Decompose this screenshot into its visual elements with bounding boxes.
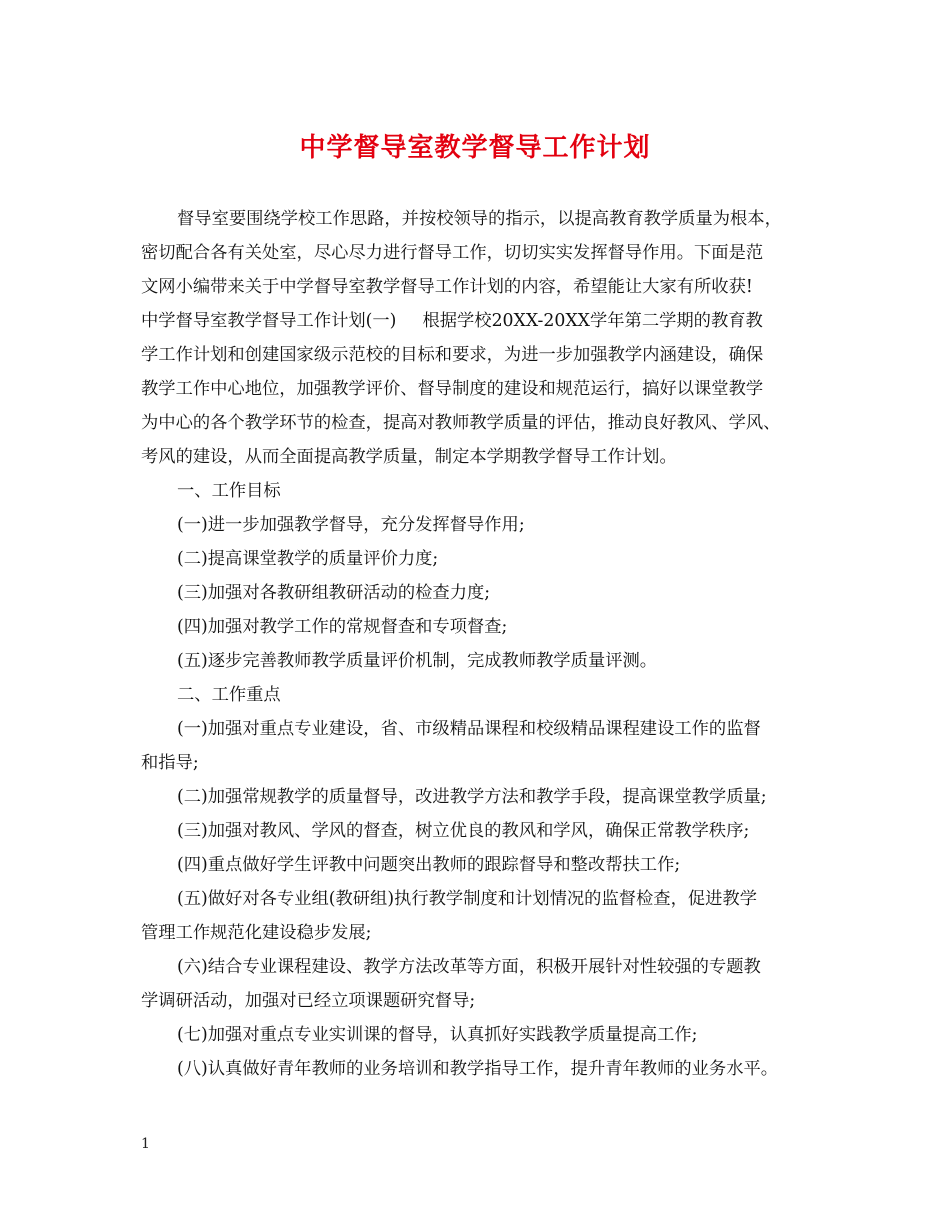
- list-item: (三)加强对各教研组教研活动的检查力度;: [177, 583, 491, 603]
- list-item: (五)做好对各专业组(教研组)执行教学制度和计划情况的监督检查，促进教学: [177, 889, 757, 909]
- list-item: (一)加强对重点专业建设，省、市级精品课程和校级精品课程建设工作的监督: [177, 719, 761, 739]
- paragraph-text: 根据学校20XX-20XX学年第二学期的教育教: [422, 311, 763, 331]
- paragraph-line: 为中心的各个教学环节的检查，提高对教师教学质量的评估，推动良好教风、学风、: [141, 413, 781, 433]
- list-item: (四)重点做好学生评教中问题突出教师的跟踪督导和整改帮扶工作;: [177, 855, 681, 875]
- section-heading-line: [141, 304, 841, 338]
- paragraph-line: 学工作计划和创建国家级示范校的目标和要求，为进一步加强教学内涵建设，确保: [141, 345, 764, 365]
- list-item: (二)加强常规教学的质量督导，改进教学方法和教学手段，提高课堂教学质量;: [177, 787, 767, 807]
- page-number: 1: [141, 1136, 150, 1152]
- list-item: (三)加强对教风、学风的督查，树立优良的教风和学风，确保正常教学秩序;: [177, 821, 750, 841]
- paragraph-line: 教学工作中心地位，加强教学评价、督导制度的建设和规范运行，搞好以课堂教学: [141, 379, 764, 399]
- paragraph-line: 密切配合各有关处室，尽心尽力进行督导工作，切切实实发挥督导作用。下面是范: [141, 243, 764, 263]
- paragraph-line: 文网小编带来关于中学督导室教学督导工作计划的内容，希望能让大家有所收获!: [141, 277, 753, 297]
- list-item: (七)加强对重点专业实训课的督导，认真抓好实践教学质量提高工作;: [177, 1025, 698, 1045]
- list-item: (二)提高课堂教学的质量评价力度;: [177, 549, 439, 569]
- paragraph-line: 督导室要围绕学校工作思路，并按校领导的指示，以提高教育教学质量为根本，: [177, 209, 782, 229]
- list-item: (八)认真做好青年教师的业务培训和教学指导工作，提升青年教师的业务水平。: [177, 1059, 779, 1079]
- section-heading: 一、工作目标: [177, 481, 281, 501]
- list-item-continuation: 管理工作规范化建设稳步发展;: [141, 923, 372, 943]
- plan-part-heading: 中学督导室教学督导工作计划(一): [141, 311, 397, 331]
- list-item: (五)逐步完善教师教学质量评价机制，完成教师教学质量评测。: [177, 651, 658, 671]
- list-item: (一)进一步加强教学督导，充分发挥督导作用;: [177, 515, 525, 535]
- list-item-continuation: 学调研活动，加强对已经立项课题研究督导;: [141, 991, 476, 1011]
- section-heading: 二、工作重点: [177, 685, 281, 705]
- paragraph-line: 考风的建设，从而全面提高教学质量，制定本学期教学督导工作计划。: [141, 447, 677, 467]
- list-item-continuation: 和指导;: [141, 753, 199, 773]
- list-item: (四)加强对教学工作的常规督查和专项督查;: [177, 617, 508, 637]
- document-body: [141, 202, 841, 1086]
- document-title: 中学督导室教学督导工作计划: [299, 133, 651, 163]
- list-item: (六)结合专业课程建设、教学方法改革等方面，积极开展针对性较强的专题教: [177, 957, 761, 977]
